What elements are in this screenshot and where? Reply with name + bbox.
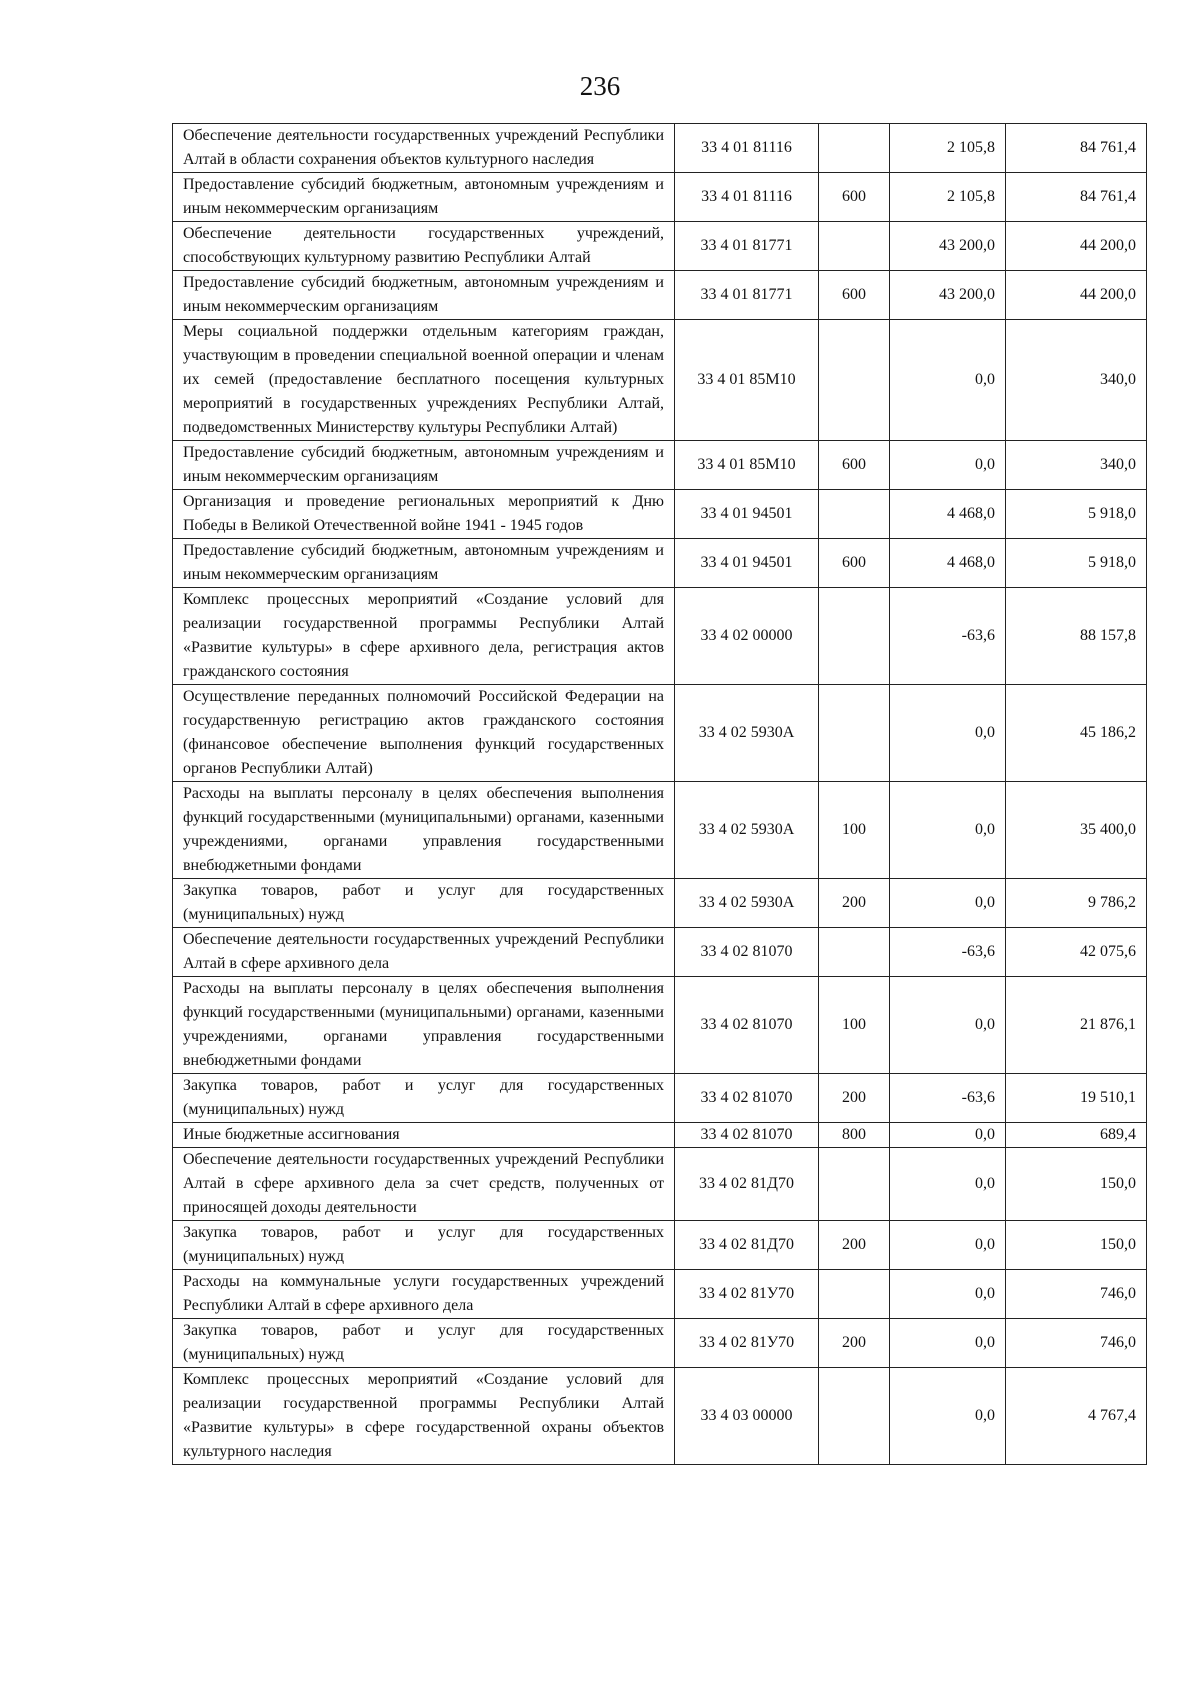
- expense-type-code-cell: 100: [819, 782, 890, 879]
- amount-total-cell: 150,0: [1006, 1148, 1147, 1221]
- expense-type-code-cell: 100: [819, 977, 890, 1074]
- target-article-code-cell: 33 4 01 94501: [675, 539, 819, 588]
- expense-type-code-cell: 200: [819, 879, 890, 928]
- target-article-code-cell: 33 4 01 94501: [675, 490, 819, 539]
- expense-name-cell: Иные бюджетные ассигнования: [173, 1123, 675, 1148]
- amount-total-cell: 44 200,0: [1006, 222, 1147, 271]
- table-row: [173, 1148, 1147, 1221]
- amount-total-cell: 88 157,8: [1006, 588, 1147, 685]
- expense-type-code-cell: 200: [819, 1074, 890, 1123]
- amount-total-cell: 689,4: [1006, 1123, 1147, 1148]
- table-row: [173, 928, 1147, 977]
- expense-name-cell: Расходы на коммунальные услуги государственных учреждений Республики Алтай в сфере архивного дела: [173, 1270, 675, 1319]
- target-article-code-cell: 33 4 02 81У70: [675, 1270, 819, 1319]
- table-row: [173, 1221, 1147, 1270]
- expense-type-code-cell: 200: [819, 1221, 890, 1270]
- target-article-code-cell: 33 4 02 5930А: [675, 782, 819, 879]
- expense-type-code-cell: [819, 490, 890, 539]
- amount-change-cell: 4 468,0: [890, 539, 1006, 588]
- expense-name-cell: Предоставление субсидий бюджетным, автономным учреждениям и иным некоммерческим организациям: [173, 539, 675, 588]
- table-row: [173, 124, 1147, 173]
- target-article-code-cell: 33 4 02 81Д70: [675, 1148, 819, 1221]
- expense-name-cell: Обеспечение деятельности государственных учреждений Республики Алтай в сфере архивного дела за счет средств, полученных от приносящей доходы деятельности: [173, 1148, 675, 1221]
- expense-name-cell: Расходы на выплаты персоналу в целях обеспечения выполнения функций государственными (муниципальными) органами, казенными учреждениями, органами управления государственными внебюджетными фондами: [173, 782, 675, 879]
- amount-change-cell: 0,0: [890, 1123, 1006, 1148]
- table-row: [173, 977, 1147, 1074]
- amount-change-cell: 0,0: [890, 1148, 1006, 1221]
- target-article-code-cell: 33 4 02 81070: [675, 928, 819, 977]
- amount-total-cell: 84 761,4: [1006, 124, 1147, 173]
- target-article-code-cell: 33 4 02 00000: [675, 588, 819, 685]
- table-row: [173, 539, 1147, 588]
- target-article-code-cell: 33 4 02 81Д70: [675, 1221, 819, 1270]
- budget-table: [172, 123, 1147, 1465]
- expense-name-cell: Осуществление переданных полномочий Российской Федерации на государственную регистрацию актов гражданского состояния (финансовое обеспечение выполнения функций государственных органов Республики Алтай): [173, 685, 675, 782]
- expense-name-cell: Организация и проведение региональных мероприятий к Дню Победы в Великой Отечественной войне 1941 - 1945 годов: [173, 490, 675, 539]
- amount-change-cell: 0,0: [890, 782, 1006, 879]
- amount-change-cell: 43 200,0: [890, 271, 1006, 320]
- target-article-code-cell: 33 4 01 85М10: [675, 320, 819, 441]
- amount-total-cell: 84 761,4: [1006, 173, 1147, 222]
- amount-total-cell: 5 918,0: [1006, 490, 1147, 539]
- target-article-code-cell: 33 4 01 81771: [675, 222, 819, 271]
- target-article-code-cell: 33 4 01 81116: [675, 173, 819, 222]
- amount-total-cell: 5 918,0: [1006, 539, 1147, 588]
- expense-type-code-cell: 600: [819, 539, 890, 588]
- expense-name-cell: Обеспечение деятельности государственных учреждений, способствующих культурному развитию Республики Алтай: [173, 222, 675, 271]
- expense-name-cell: Предоставление субсидий бюджетным, автономным учреждениям и иным некоммерческим организациям: [173, 173, 675, 222]
- amount-total-cell: 44 200,0: [1006, 271, 1147, 320]
- expense-type-code-cell: [819, 928, 890, 977]
- expense-type-code-cell: 800: [819, 1123, 890, 1148]
- table-row: [173, 441, 1147, 490]
- amount-total-cell: 21 876,1: [1006, 977, 1147, 1074]
- amount-change-cell: 0,0: [890, 977, 1006, 1074]
- table-row: [173, 879, 1147, 928]
- budget-table-body: [173, 124, 1147, 1465]
- target-article-code-cell: 33 4 01 81116: [675, 124, 819, 173]
- amount-total-cell: 340,0: [1006, 441, 1147, 490]
- expense-type-code-cell: [819, 1148, 890, 1221]
- amount-change-cell: 0,0: [890, 1319, 1006, 1368]
- expense-name-cell: Предоставление субсидий бюджетным, автономным учреждениям и иным некоммерческим организациям: [173, 271, 675, 320]
- amount-change-cell: 0,0: [890, 1368, 1006, 1465]
- table-row: [173, 1319, 1147, 1368]
- table-row: [173, 271, 1147, 320]
- amount-total-cell: 746,0: [1006, 1270, 1147, 1319]
- amount-change-cell: 0,0: [890, 320, 1006, 441]
- target-article-code-cell: 33 4 03 00000: [675, 1368, 819, 1465]
- expense-name-cell: Закупка товаров, работ и услуг для государственных (муниципальных) нужд: [173, 1319, 675, 1368]
- table-row: [173, 588, 1147, 685]
- expense-name-cell: Меры социальной поддержки отдельным категориям граждан, участвующим в проведении специальной военной операции и членам их семей (предоставление бесплатного посещения культурных мероприятий в государственных учреждениях Республики Алтай, подведомственных Министерству культуры Республики Алтай): [173, 320, 675, 441]
- expense-type-code-cell: 600: [819, 173, 890, 222]
- expense-name-cell: Обеспечение деятельности государственных учреждений Республики Алтай в сфере архивного дела: [173, 928, 675, 977]
- expense-type-code-cell: [819, 588, 890, 685]
- table-row: [173, 490, 1147, 539]
- expense-type-code-cell: 200: [819, 1319, 890, 1368]
- amount-change-cell: -63,6: [890, 588, 1006, 685]
- target-article-code-cell: 33 4 02 81У70: [675, 1319, 819, 1368]
- amount-total-cell: 45 186,2: [1006, 685, 1147, 782]
- table-row: [173, 320, 1147, 441]
- amount-total-cell: 9 786,2: [1006, 879, 1147, 928]
- amount-change-cell: -63,6: [890, 928, 1006, 977]
- amount-change-cell: 0,0: [890, 441, 1006, 490]
- amount-total-cell: 4 767,4: [1006, 1368, 1147, 1465]
- expense-name-cell: Закупка товаров, работ и услуг для государственных (муниципальных) нужд: [173, 1074, 675, 1123]
- amount-total-cell: 42 075,6: [1006, 928, 1147, 977]
- amount-total-cell: 340,0: [1006, 320, 1147, 441]
- amount-total-cell: 35 400,0: [1006, 782, 1147, 879]
- expense-type-code-cell: 600: [819, 271, 890, 320]
- expense-type-code-cell: 600: [819, 441, 890, 490]
- amount-change-cell: 0,0: [890, 685, 1006, 782]
- target-article-code-cell: 33 4 02 5930А: [675, 685, 819, 782]
- target-article-code-cell: 33 4 02 81070: [675, 977, 819, 1074]
- table-row: [173, 222, 1147, 271]
- target-article-code-cell: 33 4 02 5930А: [675, 879, 819, 928]
- amount-total-cell: 746,0: [1006, 1319, 1147, 1368]
- amount-change-cell: 0,0: [890, 879, 1006, 928]
- table-row: [173, 1074, 1147, 1123]
- expense-name-cell: Комплекс процессных мероприятий «Создание условий для реализации государственной программы Республики Алтай «Развитие культуры» в сфере государственной охраны объектов культурного наследия: [173, 1368, 675, 1465]
- target-article-code-cell: 33 4 01 81771: [675, 271, 819, 320]
- amount-total-cell: 150,0: [1006, 1221, 1147, 1270]
- expense-type-code-cell: [819, 222, 890, 271]
- expense-type-code-cell: [819, 1270, 890, 1319]
- expense-name-cell: Предоставление субсидий бюджетным, автономным учреждениям и иным некоммерческим организациям: [173, 441, 675, 490]
- expense-type-code-cell: [819, 320, 890, 441]
- target-article-code-cell: 33 4 02 81070: [675, 1123, 819, 1148]
- amount-change-cell: 4 468,0: [890, 490, 1006, 539]
- expense-name-cell: Закупка товаров, работ и услуг для государственных (муниципальных) нужд: [173, 1221, 675, 1270]
- page-number: 236: [579, 71, 621, 101]
- target-article-code-cell: 33 4 02 81070: [675, 1074, 819, 1123]
- expense-name-cell: Закупка товаров, работ и услуг для государственных (муниципальных) нужд: [173, 879, 675, 928]
- expense-type-code-cell: [819, 1368, 890, 1465]
- table-row: [173, 685, 1147, 782]
- table-row: [173, 1368, 1147, 1465]
- expense-type-code-cell: [819, 685, 890, 782]
- table-row: [173, 173, 1147, 222]
- table-row: [173, 1123, 1147, 1148]
- table-row: [173, 1270, 1147, 1319]
- target-article-code-cell: 33 4 01 85М10: [675, 441, 819, 490]
- amount-change-cell: 0,0: [890, 1270, 1006, 1319]
- amount-change-cell: 43 200,0: [890, 222, 1006, 271]
- amount-total-cell: 19 510,1: [1006, 1074, 1147, 1123]
- expense-name-cell: Обеспечение деятельности государственных учреждений Республики Алтай в области сохранения объектов культурного наследия: [173, 124, 675, 173]
- expense-name-cell: Расходы на выплаты персоналу в целях обеспечения выполнения функций государственными (муниципальными) органами, казенными учреждениями, органами управления государственными внебюджетными фондами: [173, 977, 675, 1074]
- table-row: [173, 782, 1147, 879]
- amount-change-cell: 0,0: [890, 1221, 1006, 1270]
- expense-type-code-cell: [819, 124, 890, 173]
- amount-change-cell: 2 105,8: [890, 124, 1006, 173]
- expense-name-cell: Комплекс процессных мероприятий «Создание условий для реализации государственной программы Республики Алтай «Развитие культуры» в сфере архивного дела, регистрация актов гражданского состояния: [173, 588, 675, 685]
- amount-change-cell: 2 105,8: [890, 173, 1006, 222]
- amount-change-cell: -63,6: [890, 1074, 1006, 1123]
